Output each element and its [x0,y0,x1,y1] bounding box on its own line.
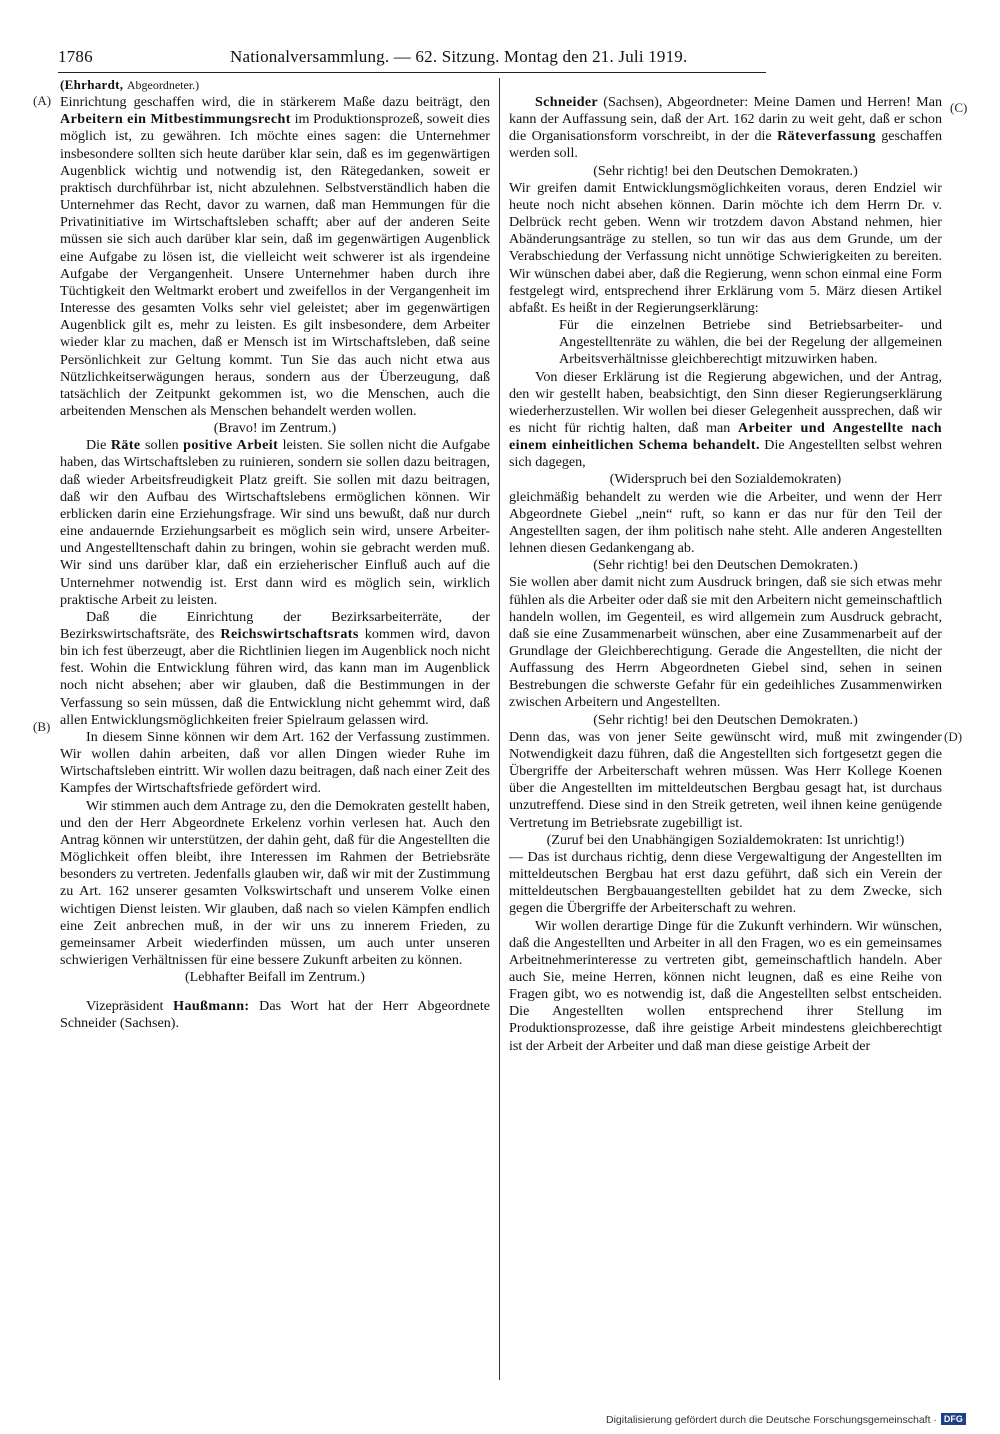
interjection: (Sehr richtig! bei den Deutschen Demokraten.) [593,557,858,574]
speaker-name: Schneider [535,94,598,110]
paragraph: Denn das, was von jener Seite gewünscht wird, muß mit zwingender Notwendigkeit dazu führen, daß die Angestellten sich fortgesetzt gegen die Übergriffe der Arbeiterschaft wehren müssen. Was Herr Kollege Koenen über die Angestellten im mitteldeutschen Bergbau gesagt hat, ist durchaus unzutreffend. Diese sind in den Streik getreten, weil ihnen keine genügende Vertretung im Betriebsrate zugebilligt ist. [509,728,942,831]
paragraph: Von dieser Erklärung ist die Regierung abgewichen, und der Antrag, den wir gestellt haben, beabsichtigt, den Sinn dieser Regierungserklärung wiederherzustellen. Wir wollen bei dieser Gelegenheit aussprechen, daß wir es nicht für richtig halten, daß man Arbeiter und Angestellte nach einem einheitlichen Schema behandelt. Die Angestellten selbst wehren sich dagegen, [509,368,943,471]
running-title: Nationalversammlung. — 62. Sitzung. Montag den 21. Juli 1919. [230,47,688,66]
footer-text: Digitalisierung gefördert durch die Deutsche Forschungsgemeinschaft · [606,1414,937,1426]
page-number: 1786 [58,47,93,66]
margin-marker-c: (C) [950,100,968,115]
interjection: (Sehr richtig! bei den Deutschen Demokraten.) [593,711,858,728]
paragraph: In diesem Sinne können wir dem Art. 162 der Verfassung zustimmen. Wir wollen dahin arbeiten, daß vor allen Dingen wieder Ruhe im Wirtschaftsleben eintritt. Wir wollen dazu beitragen, daß nach einer Zeit des Kampfes der Wirtschaftsfriede gefördert wird. [60,728,490,797]
interjection: (Sehr richtig! bei den Deutschen Demokraten.) [593,162,858,179]
interjection: (Zuruf bei den Unabhängigen Sozialdemokraten: Ist unrichtig!) [546,831,905,848]
paragraph: Die Räte sollen positive Arbeit leisten. Sie sollen nicht die Aufgabe haben, das Wirtschaftsleben zu ruinieren, sondern sie sollen dazu beitragen, daß wieder Arbeitsfreudigkeit Platz greift. Sie sollen mit dazu beitragen, daß wir den Aufbau des Wirtschaftslebens ermöglichen können. Wir erblicken darin eine Erziehungsfrage. Wir sind uns bewußt, daß nur durch eine andauernde Erziehungsarbeit es möglich sein wird, unsere Arbeiter- und Angestelltenschaft dahin zu bringen, wohin sie gebracht werden muß. Wir sind uns darüber klar, daß ein erzieherischer Einfluß auch auf die Unternehmer notwendig ist. Erst dann wird es möglich sein, wirklich praktische Arbeit zu leisten. [60,437,490,608]
margin-marker-b: (B) [33,719,51,734]
quotation: Für die einzelnen Betriebe sind Betriebsarbeiter- und Angestelltenräte zu wählen, die bei der Regelung der allgemeinen Arbeitsverhältnisse gleichberechtigt mitzuwirken haben. [559,317,942,368]
speaker-role: Abgeordneter.) [126,78,200,92]
speaker-line [60,76,490,94]
paragraph: Vizepräsident Haußmann: Das Wort hat der Herr Abgeordnete Schneider (Sachsen). [60,998,490,1032]
paragraph: gleichmäßig behandelt zu werden wie die Arbeiter, und wenn der Herr Abgeordnete Giebel „nein“ ruft, so kann er das nur für den Teil der Angestellten sagen, der ihm politisch nahe steht. Alle anderen Angestellten lehnen diesen Gedankengang ab. [509,488,942,557]
column-divider [499,78,500,1380]
speaker-name: (Ehrhardt, [60,77,124,92]
paragraph: — Das ist durchaus richtig, denn diese Vergewaltigung der Angestellten im mitteldeutschen Bergbau hat erst dazu geführt, daß sich ein Verein der mitteldeutschen Bergbauangestellten gebildet hat zu dem Zwecke, sich gegen die Übergriffe der Arbeiterschaft zu wehren. [509,848,942,917]
paragraph: Einrichtung geschaffen wird, die in stärkerem Maße dazu beiträgt, den Arbeitern ein Mitbestimmungsrecht im Produktionsprozeß, soweit dies möglich ist, zu gewähren. Ich möchte eines sagen: die Unternehmer insbesondere sollten sich heute darüber klar sein, daß es im gegenwärtigen Augenblick wichtig und notwendig ist, den Rätegedanken, soweit er praktisch durchführbar ist, nicht abzulehnen. Selbstverständlich haben die Unternehmer das Recht, davor zu warnen, daß man Hemmungen für die Privatinitiative im Wirtschaftsleben schafft; aber auf der anderen Seite müssen sie sich auch darüber klar sein, daß im gegenwärtigen Augenblick eine Aufgabe zu lösen ist, die vielleicht weit schwerer ist als irgendeine Aufgabe der Vergangenheit. Unsere Unternehmer haben durch ihre Tüchtigkeit den Weltmarkt erobert und zweifellos in der Vergangenheit im Interesse des gesamten Volks sehr viel geleistet; aber im gegenwärtigen Augenblick gilt es, mehr zu leisten. Es gilt insbesondere, dem Arbeiter wieder klar zu machen, daß er Mensch ist im Wirtschaftsleben, daß seine Persönlichkeit zur Geltung kommt. Tun Sie das auch nicht etwa aus Nützlichkeitserwägungen heraus, sondern aus der Überzeugung, daß tatsächlich der Zeitpunkt gekommen ist, wo die Menschen, auch die arbeitenden Menschen als Menschen behandelt werden wollen. [60,94,490,419]
digitization-footer [606,1413,990,1429]
paragraph: Wir greifen damit Entwicklungsmöglichkeiten voraus, deren Endziel wir heute noch nicht absehen können. Darin möchte ich dem Herrn Dr. v. Delbrück recht geben. Wenn wir trotzdem davon Abstand nehmen, hier Abänderungsanträge zu stellen, so tun wir das aus dem Grunde, um der Verabschiedung der Verfassung nicht unnötige Schwierigkeiten zu bereiten. Wir wünschen dabei aber, daß die Regierung, wenn schon einmal eine Form festgelegt wird, entsprechend ihrer Erklärung vom 5. März diesen Artikel abfaßt. Es heißt in der Regierungserklärung: [509,179,942,316]
interjection: (Widerspruch bei den Sozialdemokraten) [609,471,842,488]
paragraph: Wir stimmen auch dem Antrage zu, den die Demokraten gestellt haben, und den der Herr Abgeordnete Erkelenz vorhin verlesen hat. Auch den Antrag können wir unterstützen, der dahin geht, daß für die Angestellten die Möglichkeit offen bleibt, ihre Interessen im Rahmen der Betriebsräte besonders zu vertreten. Jedenfalls glauben wir, daß wir mit der Zustimmung zu Art. 162 unserer gesamten Volkswirtschaft und unserem Volke einen wichtigen Dienst leisten. Wir glauben, daß nach so vielen Kämpfen endlich eine Zeit anbrechen muß, in der wir uns zu innerem Frieden, zu gemeinsamer Arbeit wiederfinden müssen, um auch unter unseren schwierigen Verhältnissen für eine bessere Zukunft arbeiten zu können. [60,797,490,968]
paragraph: Daß die Einrichtung der Bezirksarbeiterräte, der Bezirkswirtschaftsräte, des Reichswirtschaftsrats kommen wird, davon bin ich fest überzeugt, aber die Richtlinien liegen im Augenblick noch nicht fest. Wohin die Entwicklung führen wird, das kann man im Augenblick noch nicht absehen; aber wir glauben, daß die Bestimmungen in der Verfassung so sein müssen, daß die Entwicklung nicht gehemmt wird, daß allen Entwicklungsmöglichkeiten freier Spielraum gelassen wird. [60,608,490,728]
margin-marker-d: (D) [944,729,963,744]
interjection: (Lebhafter Beifall im Zentrum.) [184,969,365,986]
interjection: (Bravo! im Zentrum.) [213,420,337,437]
paragraph: Sie wollen aber damit nicht zum Ausdruck bringen, daß sie sich etwas mehr fühlen als die Arbeiter oder daß sie mit den Arbeitern nicht gemeinschaftlich handeln wollen, im Gegenteil, es wird allgemein zum Ausdruck gebracht, daß sie eine Zusammenarbeit wünschen, aber eine Zusammenarbeit auf der Grundlage der Gleichberechtigung. Gerade die Angestellten, die nicht der Auffassung des Herrn Abgeordneten Giebel sind, sehen in seinen Bestrebungen die schwerste Gefahr für ein gedeihliches Zusammenwirken zwischen Arbeitern und Angestellten. [509,574,942,711]
right-column [509,76,942,1055]
margin-marker-a: (A) [33,93,52,108]
dfg-logo-icon: DFG [941,1413,966,1425]
paragraph: Schneider (Sachsen), Abgeordneter: Meine Damen und Herren! Man kann der Auffassung sein, daß der Art. 162 darin zu weit geht, daß er schon die Organisationsform vorschreibt, in der die Räteverfassung geschaffen werden soll. [509,94,942,162]
page-header [58,44,766,73]
left-column [60,76,490,1033]
paragraph: Wir wollen derartige Dinge für die Zukunft verhindern. Wir wünschen, daß die Angestellten und Arbeiter in all den Fragen, wo es ein gemeinsames Arbeitnehmerinteresse zu vertreten gibt, gemeinschaftlich handeln. Aber auch Sie, meine Herren, können nicht leugnen, daß es eine Reihe von Fragen gibt, wo es notwendig ist, daß die Angestellten selbst entscheiden. Die Angestellten wollen entsprechend ihrer Stellung im Produktionsprozesse, daß ihre geistige Arbeit mindestens gleichberechtigt ist der Arbeit der Arbeiter und daß man diese geistige Arbeit der [509,917,942,1054]
